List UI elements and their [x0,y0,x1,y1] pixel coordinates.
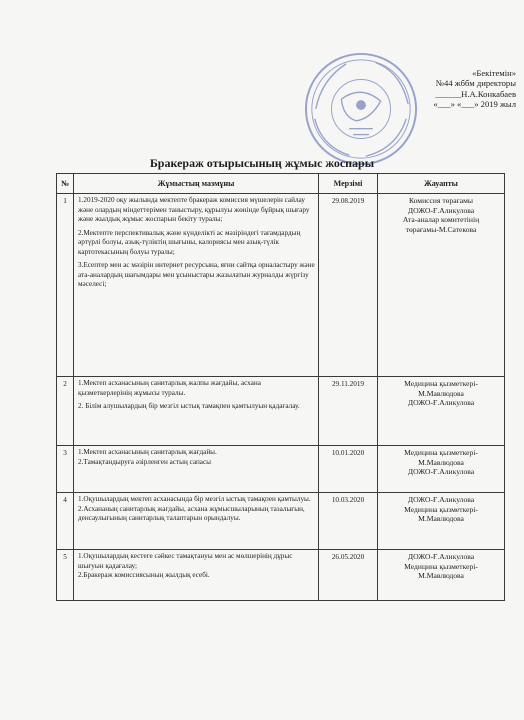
table-row [57,377,505,446]
responsible-line: ДОЖО-Ғ.Аликулова [407,398,475,407]
responsible-line: ДОЖО-Ғ.Аликулова [407,467,475,476]
header-content: Жұмыстың мазмұны [74,174,319,194]
row-num: 4 [57,493,74,550]
row-deadline: 26.05.2020 [319,550,378,601]
row-num: 1 [57,194,74,377]
approval-line-4: «___» «___» 2019 жыл [433,99,516,110]
responsible-line: Медицина қызметкері- [404,448,478,457]
row-deadline: 10.03.2020 [319,493,378,550]
row-deadline: 29.08.2019 [319,194,378,377]
responsible-line: ДОЖО-Ғ.Аликулова [407,205,475,215]
row-content-item: 3.Есептер мен ас мәзірін интернет ресурсына, яғни сайтқа орналастыру және ата-аналардың шағымдары мен ұсыныстары жазылатын журналды жүргізу мәселесі; [78,261,315,288]
table-row [57,194,505,377]
row-content-item: 2.Мектепте перспективалық және күнделікті ас мәзіріндегі тағамдардың әртүрлі болуы, азық-түліктің шығыны, калориясы мен азық-түлік картотекасының болуы туралы; [78,228,301,256]
table-row [57,493,505,550]
approval-line-1: «Бекітемін» [472,68,516,78]
row-deadline: 10.01.2020 [319,446,378,493]
responsible-line: Ата-аналар комитетінің [402,215,480,224]
row-content-item: 1.Оқушылардың кестеге сәйкес тамақтануы мен ас мөлшерінің дұрыс шығуын қадағалау; 2.Бракераж комиссиясының жылдық есебі. [78,552,293,579]
responsible-line: Медицина қызметкері- [404,504,478,514]
row-responsible [378,550,505,601]
responsible-line: Медицина қызметкері- [404,379,478,388]
table-row [57,550,505,601]
responsible-line: М.Мавлюдова [418,571,464,580]
row-content [74,377,319,446]
row-content [74,194,319,377]
row-content-item: 1.Мектеп асханасының санитарлық жағдайы. 2.Тамақтандыруға әзірленген астың сапасы [78,448,217,466]
work-plan-table [56,173,505,601]
responsible-line: Медицина қызметкері- [404,561,478,571]
row-responsible [378,194,505,377]
row-num: 3 [57,446,74,493]
page-title: Бракераж отырысының жұмыс жоспары [149,156,375,170]
row-num: 5 [57,550,74,601]
row-responsible [378,377,505,446]
responsible-line: ДОЖО-Ғ.Аликулова [407,552,475,561]
table-header-row [57,174,505,194]
row-content [74,446,319,493]
responsible-line: төрағамы-М.Сатекова [405,224,477,234]
approval-line-3: ______Н.А.Конкабаев [435,88,516,99]
table-row [57,446,505,493]
row-deadline: 29.11.2019 [319,377,378,446]
row-responsible [378,493,505,550]
approval-block [380,68,516,110]
header-deadline: Мерзімі [319,174,378,194]
row-content-item: 2. Білім алушылардың бір мезгіл ыстық тамақпен қамтылуын қадағалау. [78,402,300,410]
row-content [74,550,319,601]
row-content-item: 1.Оқушылардың мектеп асханасында бір мезгіл ыстық тамақпен қамтылуы. 2.Асхананың санитарлық жағдайы, асхана жұмысшыларының тазалығын, денсаулығының санитарлық талаптарын орындалуы. [78,495,311,522]
responsible-line: Комиссия төрағамы [408,196,474,205]
responsible-line: М.Мавлюдова [418,514,464,523]
approval-line-2: №44 жббм директоры [435,78,516,89]
row-content [74,493,319,550]
responsible-line: М.Мавлюдова [418,388,464,398]
responsible-line: ДОЖО-Ғ.Аликулова [407,495,475,504]
header-num: № [57,174,74,194]
row-responsible [378,446,505,493]
row-content-item: 1.Мектеп асханасының санитарлық жалпы жағдайы, асхана қызметкерлерінің жұмысы туралы. [78,379,261,397]
responsible-line: М.Мавлюдова [418,457,464,467]
row-num: 2 [57,377,74,446]
header-responsible: Жауапты [378,174,505,194]
row-content-item: 1.2019-2020 оқу жылында мектепте бракераж комиссия мүшелерін сайлау және олардың міндеттерімен таныстыру, құрылуы жөнінде бұйрық шығару және жылдық жұмыс жоспарын бекіту туралы; [78,196,310,223]
